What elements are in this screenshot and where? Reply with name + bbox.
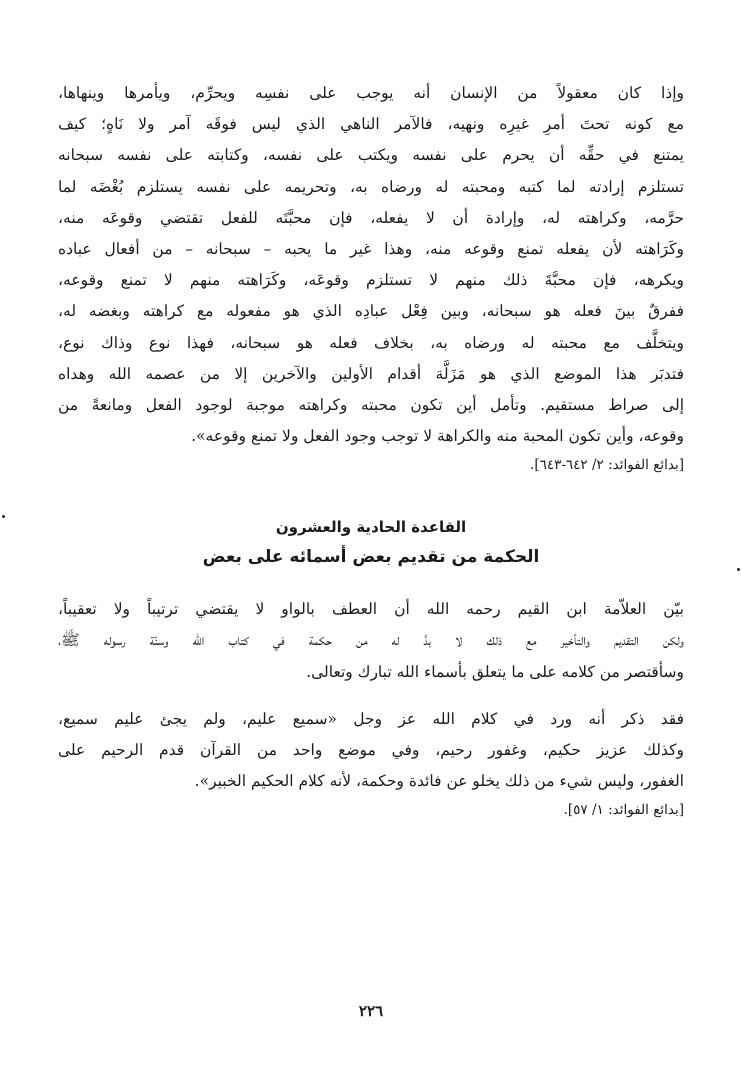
text-line: وإذا كان معقولاً من الإنسان أنه يوجب على نفسِه ويحرِّم، ويأمرها وينهاها،	[58, 84, 684, 102]
margin-mark	[737, 568, 740, 571]
text-line: إلى صراط مستقيم. وتأمل أين تكون محبته وكراهته موجبة لوجود الفعل ومانعةً من	[58, 395, 684, 414]
text-line: الغفور، وليس شيء من ذلك يخلو عن فائدة وحكمة، لأنه كلام الحكيم الخبير».	[194, 772, 684, 791]
text-line: فتدبَر هذا الموضع الذي هو مَزَلَّة أقدام الأولين والآخرين إلا من عصمه الله وهداه	[58, 364, 684, 383]
text-line: وسأقتصر من كلامه على ما يتعلق بأسماء الله تبارك وتعالى.	[306, 662, 684, 681]
source-citation: [بدائع الفوائد: ٢/ ٦٤٢-٦٤٣].	[530, 457, 684, 474]
text-line: ففرقٌ بينَ فعله هو سبحانه، وبين فِعْل عبادِه الذي هو مفعوله مع كراهته وبغضه له،	[58, 302, 684, 321]
margin-mark	[2, 515, 5, 518]
text-line: يمتنع في حقِّه أن يحرم على نفسه ويكتب على نفسه، وكتابته على نفسه سبحانه	[58, 146, 684, 165]
paragraph-main-quote	[58, 78, 684, 452]
rule-title: القاعدة الحادية والعشرون	[275, 518, 467, 537]
text-line: وكذلك عزيز حكيم، وغفور رحيم، وفي موضع واحد من القرآن قدم الرحيم على	[58, 741, 684, 759]
text-line: مع كونه تحتَ أمرِ غيرِه ونهيه، فالآمر الناهي الذي ليس فوقَه آمر ولا نَاهٍ؛ كيف	[58, 115, 684, 134]
rule-subtitle: الحكمة من تقديم بعض أسمائه على بعض	[202, 547, 540, 568]
page-number: ٢٢٦	[358, 1002, 384, 1020]
text-line: ولكن التقديم والتأخير مع ذلك لا بدَّ له من حكمة في كتاب الله وسنّة رسوله ﷺ،	[58, 631, 684, 650]
page-body	[58, 78, 684, 821]
text-line: تستلزم إرادته لما كتبه ومحبته له ورضاه به، وتحريمه على نفسه يستلزم بُغْضَه لما	[58, 177, 684, 196]
text-line: فقد ذكر أنه ورد في كلام الله عز وجل «سميع عليم، ولم يجئ عليم سميع،	[58, 709, 684, 728]
text-line: ويتخلَّف مع محبته له ورضاه به، بخلاف فعله هو سبحانه، فهذا نوع وذاك نوع،	[58, 333, 684, 352]
text-line: ويكرهه، فإن محبَّةَ ذلك منهم لا تستلزم وقوعَه، وكَرَاهته منهم لا تمنع وقوعه،	[58, 271, 684, 290]
text-line: حرَّمه، وكراهته له، وإرادة أن لا يفعله، فإن محبَّتَه للفعل تقتضي وقوعَه منه،	[58, 208, 684, 227]
spacer	[58, 688, 684, 704]
source-citation: [بدائع الفوائد: ١/ ٥٧].	[563, 802, 684, 819]
paragraph-intro	[58, 594, 684, 688]
text-line: وقوعه، وأين تكون المحبة منه والكراهة لا توجب وجود الفعل ولا تمنع وقوعه».	[191, 427, 684, 446]
text-line: بيّن العلاّمة ابن القيم رحمه الله أن العطف بالواو لا يقتضي ترتيباً ولا تعقيباً،	[58, 600, 684, 619]
paragraph-names-order	[58, 704, 684, 798]
spacer	[58, 572, 684, 594]
text-line: وكَرَاهته لأن يفعله تمنع وقوعه منه، وهذا غير ما يحبه – سبحانه – من أفعال عباده	[58, 239, 684, 258]
